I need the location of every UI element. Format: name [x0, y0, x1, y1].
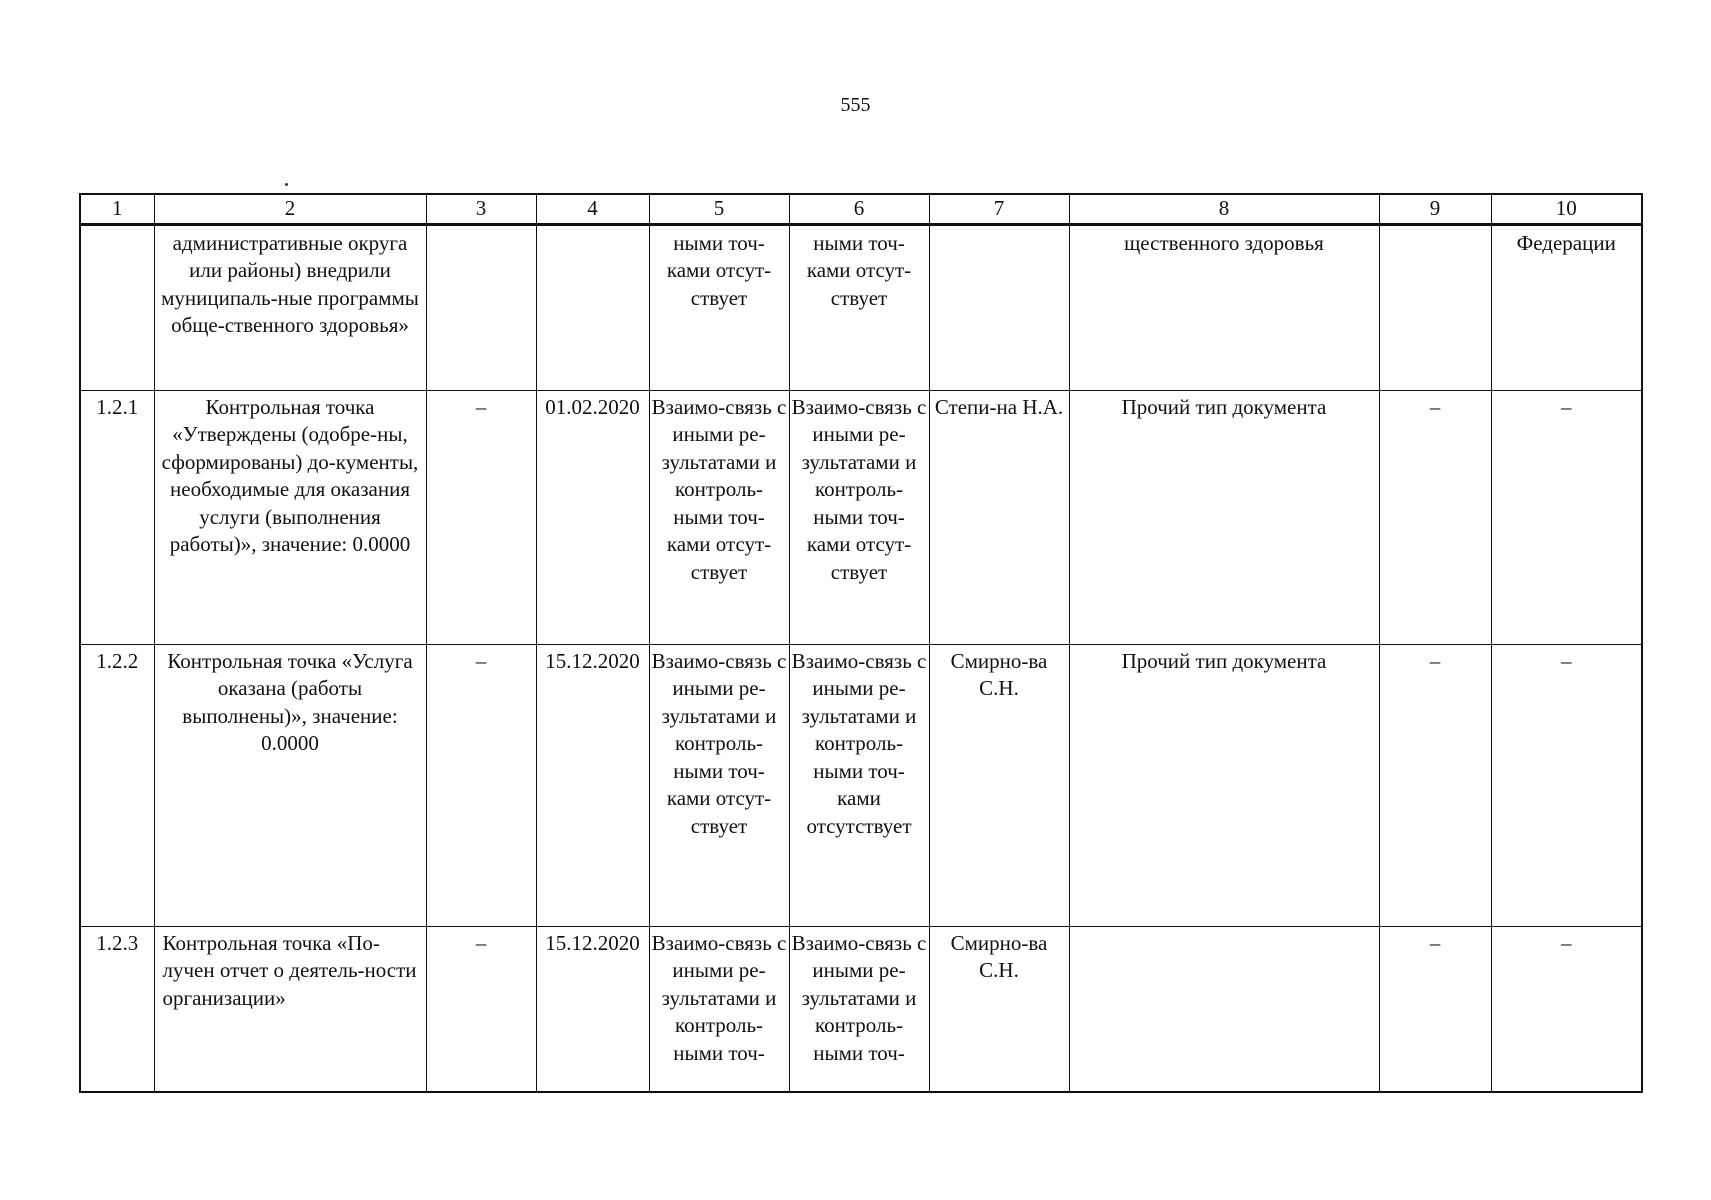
row-responsible: Степи-на Н.А. [929, 390, 1069, 644]
row-col3 [426, 224, 536, 390]
row-number: 1.2.3 [80, 926, 154, 1092]
row-col9: – [1379, 926, 1491, 1092]
row-description: Контрольная точка «Услуга оказана (работы выполнены)», значение: 0.0000 [154, 644, 426, 926]
row-col6: Взаимо-связь с иными ре-зультатами и контроль-ными точ-ками отсут-ствует [789, 390, 929, 644]
row-col3: – [426, 926, 536, 1092]
row-description: Контрольная точка «Утверждены (одобре-ны, сформированы) до-кументы, необходимые для оказания услуги (выполнения работы)», значение: 0.0000 [154, 390, 426, 644]
column-number-row [80, 194, 1642, 224]
col-header-7: 7 [929, 194, 1069, 224]
row-date: 15.12.2020 [536, 926, 649, 1092]
row-responsible: Смирно-ва С.Н. [929, 644, 1069, 926]
col-header-4: 4 [536, 194, 649, 224]
col-header-5: 5 [649, 194, 789, 224]
row-doc-type [1069, 926, 1379, 1092]
row-col6: ными точ-ками отсут-ствует [789, 224, 929, 390]
row-responsible: Смирно-ва С.Н. [929, 926, 1069, 1092]
row-col3: – [426, 644, 536, 926]
row-col6: Взаимо-связь с иными ре-зультатами и контроль-ными точ-ками отсутствует [789, 644, 929, 926]
col-header-1: 1 [80, 194, 154, 224]
row-responsible [929, 224, 1069, 390]
row-col5: ными точ-ками отсут-ствует [649, 224, 789, 390]
table-row [80, 390, 1642, 644]
row-doc-type: щественного здоровья [1069, 224, 1379, 390]
row-col9: – [1379, 390, 1491, 644]
row-doc-type: Прочий тип документа [1069, 390, 1379, 644]
col-header-10: 10 [1491, 194, 1642, 224]
row-number: 1.2.1 [80, 390, 154, 644]
col-header-2: 2 [154, 194, 426, 224]
col-header-9: 9 [1379, 194, 1491, 224]
row-col10: – [1491, 390, 1642, 644]
table-row [80, 224, 1642, 390]
table-row [80, 644, 1642, 926]
col-header-8: 8 [1069, 194, 1379, 224]
row-col9: – [1379, 644, 1491, 926]
row-col6: Взаимо-связь с иными ре-зультатами и контроль-ными точ- [789, 926, 929, 1092]
row-col10: – [1491, 926, 1642, 1092]
row-col3: – [426, 390, 536, 644]
row-col10: Федерации [1491, 224, 1642, 390]
row-col5: Взаимо-связь с иными ре-зультатами и контроль-ными точ- [649, 926, 789, 1092]
control-points-table [79, 193, 1643, 1093]
page-number: 555 [840, 94, 871, 116]
row-number [80, 224, 154, 390]
row-doc-type: Прочий тип документа [1069, 644, 1379, 926]
table-row [80, 926, 1642, 1092]
row-date [536, 224, 649, 390]
row-number: 1.2.2 [80, 644, 154, 926]
row-col5: Взаимо-связь с иными ре-зультатами и контроль-ными точ-ками отсут-ствует [649, 390, 789, 644]
row-description: административные округа или районы) внедрили муниципаль-ные программы обще-ственного здоровья» [154, 224, 426, 390]
row-col10: – [1491, 644, 1642, 926]
scan-speck [285, 183, 288, 186]
col-header-6: 6 [789, 194, 929, 224]
row-col9 [1379, 224, 1491, 390]
row-date: 01.02.2020 [536, 390, 649, 644]
row-date: 15.12.2020 [536, 644, 649, 926]
row-description: Контрольная точка «По-лучен отчет о деятель-ности организации» [154, 926, 426, 1092]
col-header-3: 3 [426, 194, 536, 224]
row-col5: Взаимо-связь с иными ре-зультатами и контроль-ными точ-ками отсут-ствует [649, 644, 789, 926]
